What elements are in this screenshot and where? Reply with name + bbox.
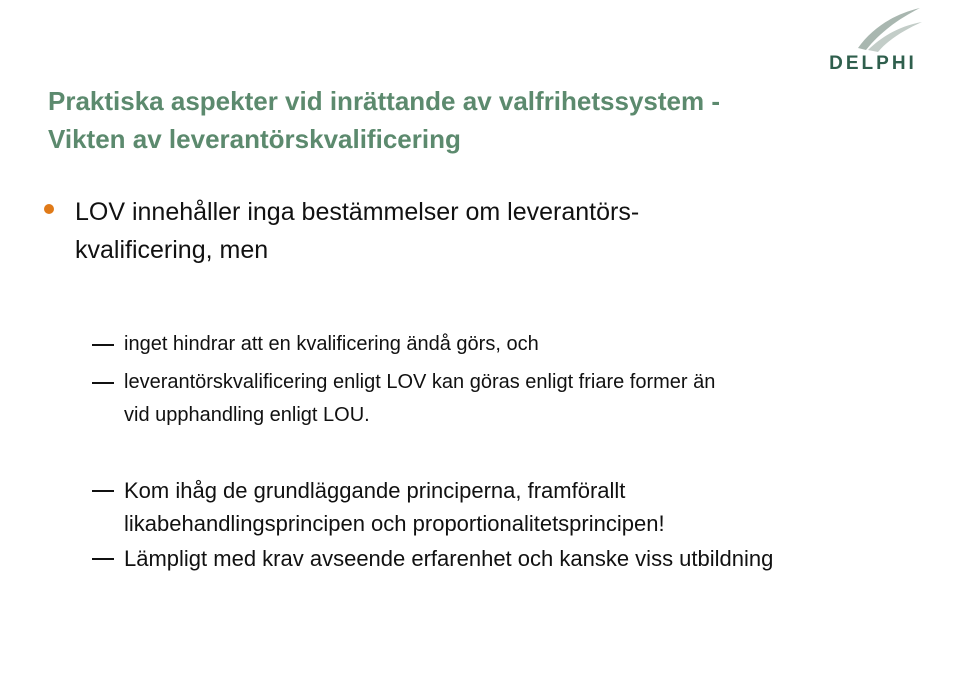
sub-point-text bbox=[124, 366, 944, 432]
sub-point-line: Kom ihåg de grundläggande principerna, framförallt bbox=[124, 478, 626, 503]
main-bullet-line-1: LOV innehåller inga bestämmelser om leverantörs- bbox=[75, 198, 640, 226]
dash-icon bbox=[92, 344, 114, 346]
sub-point-text bbox=[124, 474, 944, 540]
logo-text: DELPHI bbox=[829, 53, 917, 74]
main-bullet-line-2: kvalificering, men bbox=[75, 236, 269, 264]
bullet-dot-icon bbox=[44, 204, 54, 214]
slide-title bbox=[48, 82, 928, 158]
sub-point-text bbox=[124, 542, 944, 575]
main-bullet-text bbox=[75, 193, 895, 269]
delphi-swoosh-icon bbox=[854, 4, 924, 54]
delphi-logo bbox=[818, 0, 928, 76]
title-line-2: Vikten av leverantörskvalificering bbox=[48, 124, 461, 154]
sub-point-line: Lämpligt med krav avseende erfarenhet och kanske viss utbildning bbox=[124, 546, 774, 571]
sub-point-text bbox=[124, 328, 944, 361]
sub-point-line: inget hindrar att en kvalificering ändå görs, och bbox=[124, 333, 539, 355]
sub-point-line: leverantörskvalificering enligt LOV kan göras enligt friare former än bbox=[124, 371, 716, 393]
title-line-1: Praktiska aspekter vid inrättande av valfrihetssystem - bbox=[48, 86, 720, 116]
dash-icon bbox=[92, 382, 114, 384]
sub-point-line: vid upphandling enligt LOU. bbox=[124, 404, 370, 426]
dash-icon bbox=[92, 558, 114, 560]
sub-point-line: likabehandlingsprincipen och proportionalitetsprincipen! bbox=[124, 511, 665, 536]
dash-icon bbox=[92, 490, 114, 492]
